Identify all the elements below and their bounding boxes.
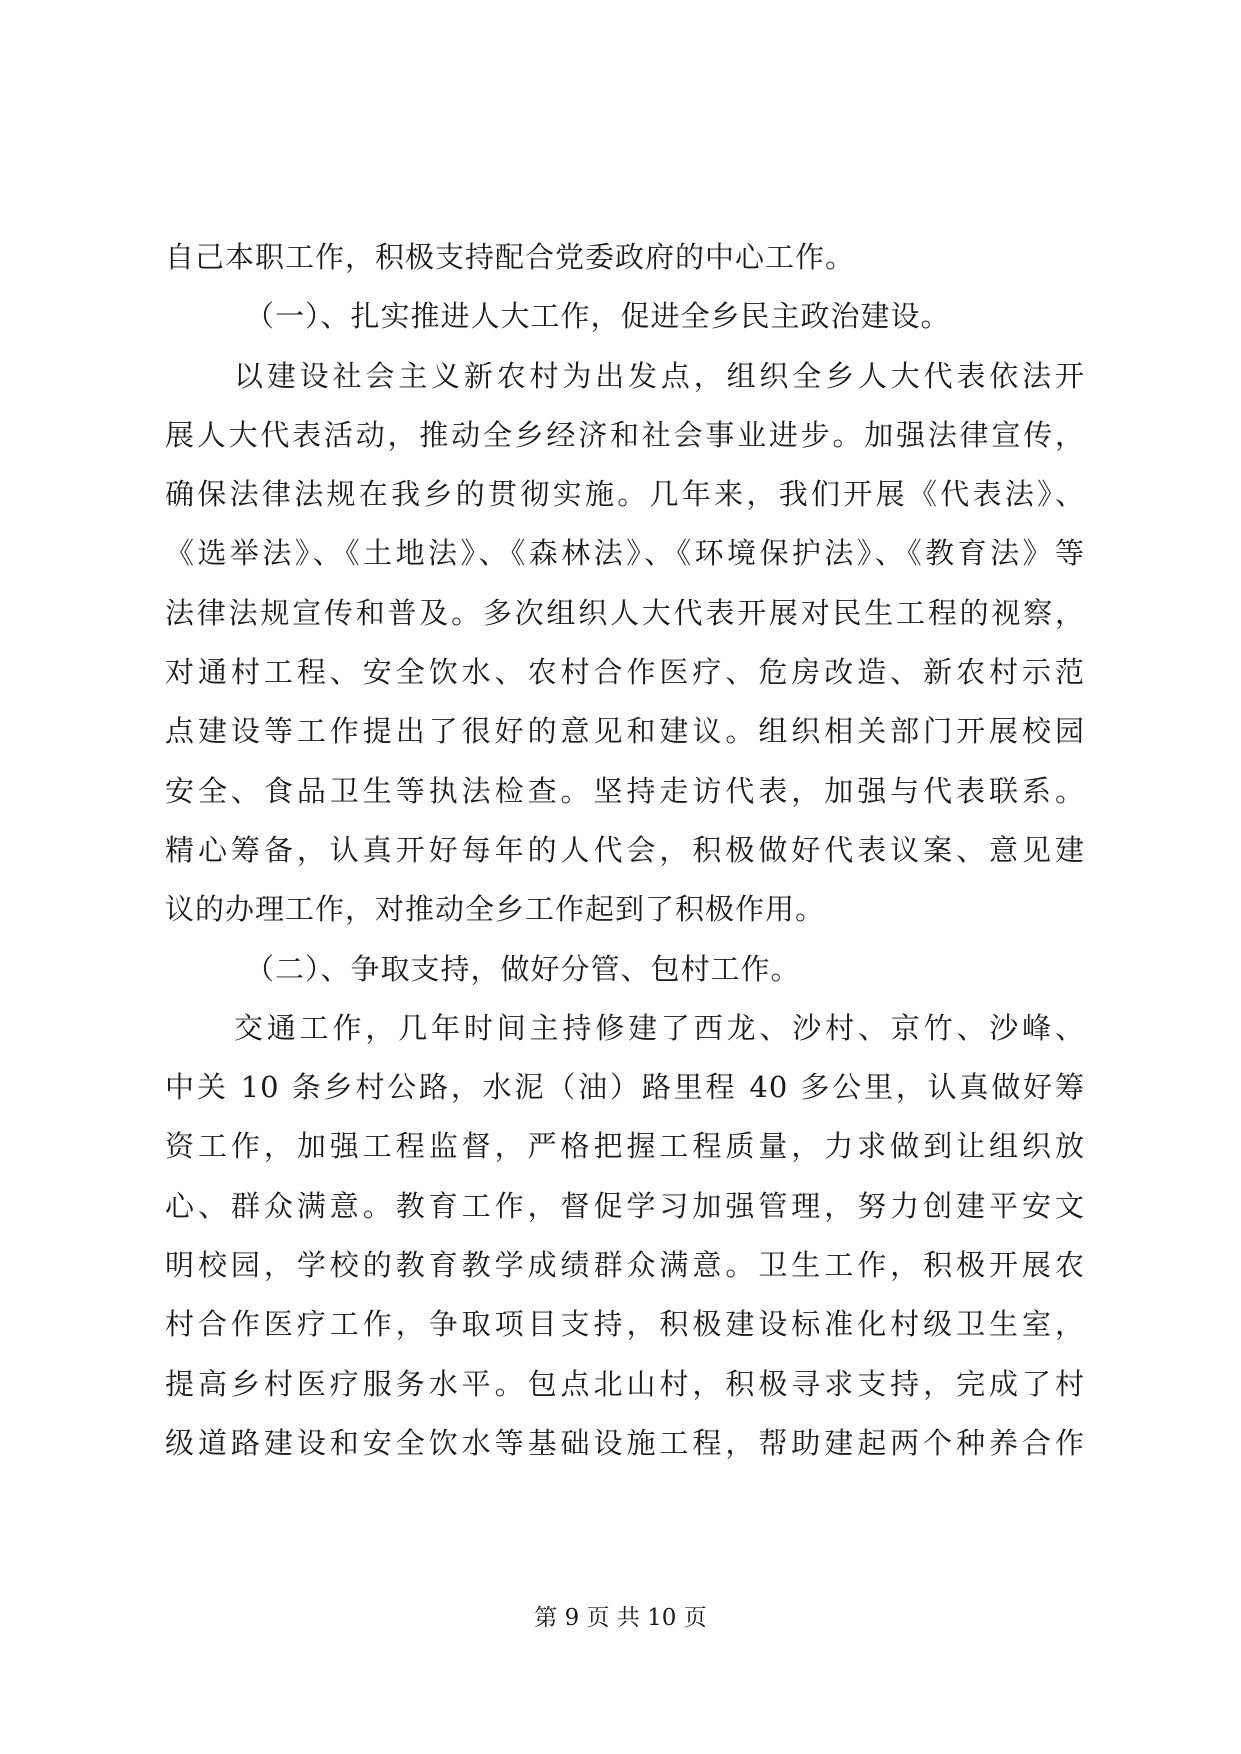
section-heading-2: （二）、争取支持，做好分管、包村工作。 <box>245 951 801 986</box>
text-line-1: 自己本职工作，积极支持配合党委政府的中心工作。 <box>165 240 856 274</box>
text-line-15: 中关 10 条乡村公路，水泥（油）路里程 40 多公里，认真做好筹 <box>165 1070 1085 1105</box>
text-line-3: 以建设社会主义新农村为出发点，组织全乡人大代表依法开 <box>234 358 1085 393</box>
text-line-6: 《选举法》、《土地法》、《森林法》、《环境保护法》、《教育法》等 <box>165 536 1085 571</box>
text-line-14: 交通工作，几年时间主持修建了西龙、沙村、京竹、沙峰、 <box>234 1010 1085 1045</box>
text-line-20: 提高乡村医疗服务水平。包点北山村，积极寻求支持，完成了村 <box>165 1366 1085 1401</box>
text-line-11: 精心筹备，认真开好每年的人代会，积极做好代表议案、意见建 <box>165 832 1085 867</box>
text-line-21: 级道路建设和安全饮水等基础设施工程，帮助建起两个种养合作 <box>165 1425 1085 1460</box>
text-line-9: 点建设等工作提出了很好的意见和建议。组织相关部门开展校园 <box>165 714 1085 749</box>
text-line-8: 对通村工程、安全饮水、农村合作医疗、危房改造、新农村示范 <box>165 655 1085 690</box>
text-line-17: 心、群众满意。教育工作，督促学习加强管理，努力创建平安文 <box>165 1188 1085 1223</box>
body-text <box>165 228 1085 1473</box>
text-line-7: 法律法规宣传和普及。多次组织人大代表开展对民生工程的视察， <box>165 595 1085 630</box>
text-line-18: 明校园，学校的教育教学成绩群众满意。卫生工作，积极开展农 <box>165 1248 1085 1283</box>
text-line-16: 资工作，加强工程监督，严格把握工程质量，力求做到让组织放 <box>165 1129 1085 1164</box>
section-heading-1: （一）、扎实推进人大工作，促进全乡民主政治建设。 <box>245 299 951 334</box>
page-number-footer: 第 9 页 共 10 页 <box>534 1605 707 1631</box>
text-line-4: 展人大代表活动，推动全乡经济和社会事业进步。加强法律宣传， <box>165 417 1085 452</box>
text-line-5: 确保法律法规在我乡的贯彻实施。几年来，我们开展《代表法》、 <box>165 477 1085 512</box>
text-line-19: 村合作医疗工作，争取项目支持，积极建设标准化村级卫生室， <box>165 1307 1085 1342</box>
text-line-12: 议的办理工作，对推动全乡工作起到了积极作用。 <box>165 892 826 927</box>
text-line-10: 安全、食品卫生等执法检查。坚持走访代表，加强与代表联系。 <box>165 773 1085 808</box>
